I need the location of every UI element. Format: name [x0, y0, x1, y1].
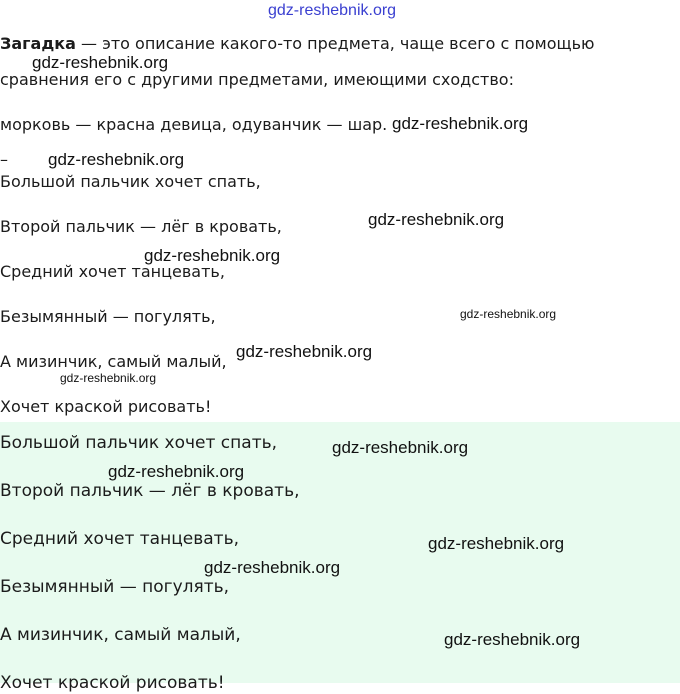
watermark: gdz-reshebnik.org	[108, 462, 245, 481]
poem-line: Большой пальчик хочет спать,	[0, 172, 261, 191]
intro-line-1	[0, 34, 594, 54]
term-riddle: Загадка	[0, 34, 76, 53]
answer-line: Большой пальчик хочет спать,	[0, 433, 278, 453]
poem-line: Хочет краской рисовать!	[0, 397, 212, 416]
watermark-header: gdz-reshebnik.org	[268, 2, 397, 19]
watermark: gdz-reshebnik.org	[460, 307, 557, 321]
watermark: gdz-reshebnik.org	[444, 630, 581, 649]
intro-line-2: сравнения его с другими предметами, имеющими сходство:	[0, 70, 514, 89]
poem-line: Безымянный — погулять,	[0, 307, 216, 326]
intro-line-3: морковь — красна девица, одуванчик — шар.	[0, 115, 388, 134]
intro-definition: — это описание какого-то предмета, чаще всего с помощью	[75, 34, 595, 53]
watermark: gdz-reshebnik.org	[32, 53, 169, 72]
watermark: gdz-reshebnik.org	[332, 438, 469, 457]
poem-line: Второй пальчик — лёг в кровать,	[0, 217, 282, 236]
answer-line: Безымянный — погулять,	[0, 577, 230, 597]
dash-marker: –	[0, 150, 8, 169]
watermark: gdz-reshebnik.org	[60, 371, 157, 385]
watermark: gdz-reshebnik.org	[144, 246, 281, 265]
answer-line: Средний хочет танцевать,	[0, 529, 239, 549]
answer-line: Второй пальчик — лёг в кровать,	[0, 481, 300, 501]
watermark: gdz-reshebnik.org	[368, 210, 505, 229]
watermark: gdz-reshebnik.org	[48, 150, 185, 169]
watermark: gdz-reshebnik.org	[392, 114, 529, 133]
watermark: gdz-reshebnik.org	[236, 342, 373, 361]
poem-line: Средний хочет танцевать,	[0, 262, 225, 281]
poem-line: А мизинчик, самый малый,	[0, 352, 227, 371]
answer-line: Хочет краской рисовать!	[0, 673, 225, 693]
answer-line: А мизинчик, самый малый,	[0, 625, 241, 645]
watermark: gdz-reshebnik.org	[204, 558, 341, 577]
watermark: gdz-reshebnik.org	[428, 534, 565, 553]
